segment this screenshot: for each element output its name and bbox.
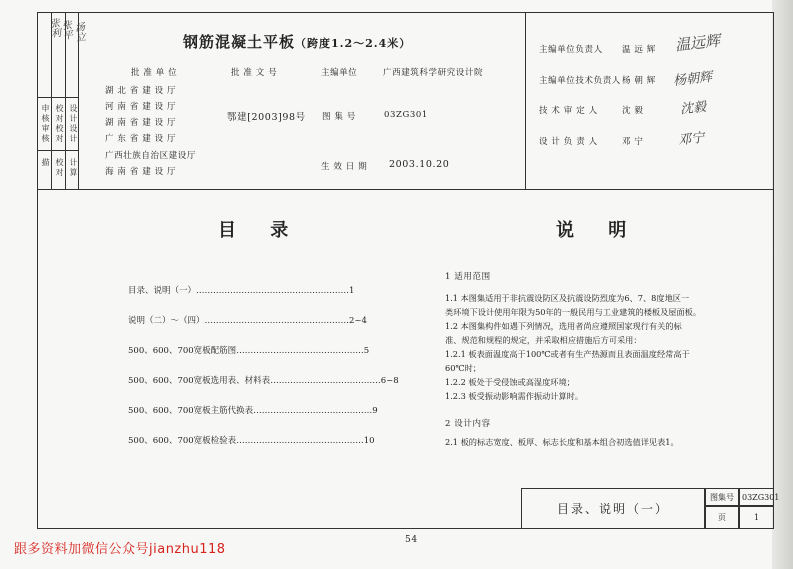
header-split-line	[525, 12, 526, 190]
page-edge	[772, 0, 793, 569]
watermark-text: 跟多资料加微信公众号jianzhu118	[14, 542, 226, 557]
title-block-page-value	[739, 506, 774, 529]
approve-unit-label: 批 准 单 位	[131, 68, 178, 78]
side-label: 校对	[55, 124, 64, 144]
toc-item-page: 10	[363, 436, 375, 446]
side-label: 计算	[69, 158, 78, 178]
toc-item-dots: ………………………………………………	[196, 286, 350, 296]
responsible-role: 技 术 审 定 人	[539, 106, 598, 116]
toc-item	[128, 344, 369, 356]
page-number: 54	[405, 535, 418, 545]
toc-item	[128, 404, 378, 416]
notes-heading: 说 明	[556, 220, 641, 241]
toc-item-dots: …………………………………	[270, 376, 381, 386]
side-row-line	[37, 97, 78, 98]
toc-item-dots: ……………………………………	[253, 406, 373, 416]
toc-item	[128, 314, 367, 326]
atlas-label: 图 集 号	[322, 112, 356, 122]
toc-item-dots: ………………………………………	[236, 346, 364, 356]
toc-item	[128, 284, 354, 296]
approve-unit: 河 南 省 建 设 厅	[105, 102, 177, 112]
atlas-value: 03ZG301	[384, 110, 428, 120]
side-col-line	[51, 12, 52, 190]
doc-no-label: 批 准 文 号	[231, 68, 278, 78]
title-block-page-label	[705, 506, 739, 529]
header-bottom-line	[37, 189, 774, 190]
responsible-role: 设 计 负 责 人	[539, 137, 598, 147]
title-block-name-text: 目录、说明（一）	[556, 502, 669, 516]
toc-item-dots: ……………………………………………	[204, 316, 350, 326]
title-block-atlas-label-text: 图集号	[710, 492, 734, 502]
handwritten-initials: 张利	[46, 17, 61, 39]
document-title	[183, 31, 411, 52]
title-block-atlas-value-text: 03ZG301	[742, 492, 780, 502]
responsible-name: 邓 宁	[622, 137, 644, 147]
side-label: 审核	[41, 124, 50, 144]
doc-no-value: 鄂建[2003]98号	[227, 112, 306, 123]
toc-item-label: 500、600、700宽板配筋图	[128, 346, 237, 356]
notes-paragraph: 1.2.2 板处于受侵蚀或高湿度环境；	[445, 377, 575, 387]
responsible-name: 沈 毅	[622, 106, 644, 116]
toc-item-dots: ………………………………………	[236, 436, 364, 446]
toc-item-label: 500、600、700宽板选用表、材料表	[128, 376, 271, 386]
signature: 温远辉	[674, 31, 721, 55]
toc-item-label: 500、600、700宽板主筋代换表	[128, 406, 254, 416]
responsible-name: 温 远 辉	[622, 45, 656, 55]
notes-paragraph: 1.2 本图集构件如遇下列情况，选用者尚应遵照国家现行有关的标	[445, 321, 682, 331]
toc-item-label: 目录、说明（一）	[128, 286, 197, 296]
toc-item-page: 2~4	[349, 316, 367, 326]
notes-paragraph: 1.2.1 板表面温度高于100℃或者有生产热源而且表面温度经常高于	[445, 349, 690, 359]
responsible-role: 主编单位技术负责人	[539, 76, 621, 86]
toc-item-label: 说明（二）～（四）	[128, 316, 205, 326]
editor-value: 广西建筑科学研究设计院	[383, 68, 484, 78]
toc-item-page: 6~8	[380, 376, 399, 386]
title-block-name	[521, 488, 705, 529]
responsible-role: 主编单位负责人	[539, 45, 603, 55]
notes-paragraph: 1.1 本图集适用于非抗震设防区及抗震设防烈度为6、7、8度地区一	[445, 293, 690, 303]
title-span-range: （跨度1.2～2.4米）	[295, 37, 412, 50]
approve-unit: 海 南 省 建 设 厅	[105, 167, 177, 177]
approve-unit: 广 东 省 建 设 厅	[105, 134, 177, 144]
title-block-page-value-text: 1	[753, 513, 760, 522]
side-label: 设计	[69, 124, 78, 144]
toc-item	[128, 374, 399, 386]
toc-item-page: 1	[349, 286, 355, 296]
toc-item-label: 500、600、700宽板检验表	[128, 436, 237, 446]
notes-paragraph: 1.2.3 板受振动影响需作振动计算时。	[445, 391, 584, 401]
effective-label: 生 效 日 期	[321, 162, 368, 172]
side-label: 校对	[55, 104, 64, 124]
approve-unit: 湖 北 省 建 设 厅	[105, 86, 177, 96]
effective-date: 2003.10.20	[389, 159, 450, 170]
title-block-atlas-value	[739, 488, 780, 506]
title-block-atlas-label	[705, 488, 739, 506]
side-label: 设计	[69, 104, 78, 124]
toc-heading: 目 录	[218, 220, 303, 241]
responsible-name: 杨 朝 辉	[622, 76, 656, 86]
editor-label: 主编单位	[321, 68, 358, 78]
toc-item-page: 5	[363, 346, 370, 356]
signature: 邓宁	[677, 130, 705, 149]
side-label: 描	[41, 158, 50, 168]
notes-section-title: 1 适用范围	[445, 272, 491, 282]
side-label: 申核	[41, 104, 50, 124]
title-block-page-label-text: 页	[718, 513, 726, 522]
signature: 沈毅	[679, 99, 707, 118]
toc-item	[128, 434, 375, 446]
side-row-line	[37, 150, 78, 151]
notes-paragraph: 2.1 板的标志宽度、板厚、标志长度和基本组合初选值详见表1。	[445, 437, 679, 447]
approve-unit: 湖 南 省 建 设 厅	[105, 118, 177, 128]
notes-paragraph: 类环境下设计使用年限为50年的一般民用与工业建筑的楼板及屋面板。	[445, 307, 702, 317]
side-label: 校对	[55, 158, 64, 178]
title-main: 钢筋混凝土平板	[183, 33, 296, 51]
signature: 杨朝辉	[672, 69, 713, 89]
approve-unit: 广西壮族自治区建设厅	[105, 151, 197, 161]
handwritten-initials: 汤立	[71, 21, 86, 43]
notes-paragraph: 60℃时；	[445, 363, 481, 373]
toc-item-page: 9	[372, 406, 378, 416]
notes-section-title: 2 设计内容	[445, 419, 491, 429]
handwritten-initials: 张平	[58, 19, 73, 41]
notes-paragraph: 准、规范和规程的规定，并采取相应措施后方可采用：	[445, 335, 642, 345]
